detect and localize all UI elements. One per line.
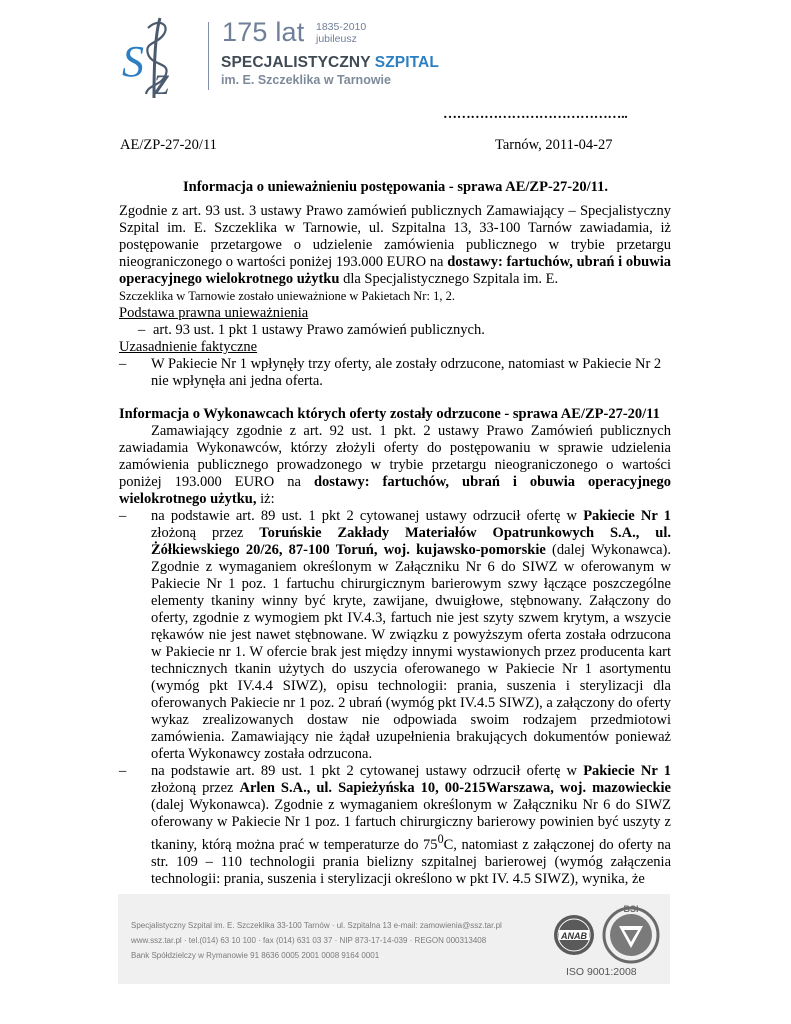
footer-line-3: Bank Spółdzielczy w Rymanowie 91 8636 0005 2001 0008 9164 0001 — [131, 951, 380, 960]
anab-badge-icon — [553, 914, 595, 956]
item2-contractor: Arlen S.A., ul. Sapieżyńska 10, 00-215Warszawa, woj. mazowieckie — [239, 780, 671, 796]
legal-basis-heading: Podstawa prawna unieważnienia — [119, 305, 309, 321]
rejection-item-2 — [119, 763, 671, 888]
section1-intro-text: Zgodnie z art. 93 ust. 3 ustawy Prawo zamówień publicznych Zamawiający – Specjalistyczny Szpital im. E. Szczeklika w Tarnowie, ul. Szpitalna 13, 33-100 Tarnów zawiadamia, iż postępowanie przetargowe o udzielenie zamówienia publicznego w trybie przetargu nieograniczonego o wartości poniżej 193.000 EURO na — [119, 203, 671, 270]
degree-superscript: 0 — [437, 832, 444, 846]
factual-text: W Pakiecie Nr 1 wpłynęły trzy oferty, ale zostały odrzucone, natomiast w Pakiecie Nr 2 nie wpłynęła ani jedna oferta. — [151, 356, 662, 389]
case-reference: AE/ZP-27-20/11 — [120, 137, 217, 153]
dash-marker: – — [119, 508, 127, 524]
rejection-item-1 — [119, 508, 671, 763]
bsi-certification-icon — [600, 902, 662, 964]
hospital-name — [221, 54, 439, 72]
bsi-text: BSI — [623, 904, 639, 914]
item1-contractor: Toruńskie Zakłady Materiałów Opatrunkowych S.A., ul. Żółkiewskiego 20/26, 87-100 Toruń, woj. kujawsko-pomorskie — [151, 525, 671, 558]
section1-intro-bold: dostawy: fartuchów, ubrań i obuwia operacyjnego wielokrotnego użytku — [119, 254, 671, 287]
item2-c: złożoną przez — [151, 780, 240, 796]
logo-divider — [208, 22, 209, 90]
hospital-name-b: SZPITAL — [374, 54, 439, 71]
factual-item — [119, 356, 671, 390]
section1-intro-end: dla Specjalistycznego Szpitala im. E. — [339, 271, 559, 287]
section2-intro — [119, 423, 671, 508]
legal-basis-item — [119, 322, 671, 339]
section1-intro-small: Szczeklika w Tarnowie zostało unieważnione w Pakietach Nr: 1, 2. — [119, 289, 455, 303]
anab-text: ANAB — [561, 931, 587, 941]
svg-text:S: S — [122, 37, 144, 86]
hospital-name-a: SPECJALISTYCZNY — [221, 54, 371, 71]
item1-c: złożoną przez — [151, 525, 260, 541]
dash-marker: – — [119, 763, 127, 779]
footer-line-2: www.ssz.tar.pl · tel.(014) 63 10 100 · fax (014) 631 03 37 · NIP 873-17-14-039 · REGON 000313408 — [131, 936, 487, 945]
section2-intro-end: iż: — [256, 491, 275, 507]
hospital-subtitle: im. E. Szczeklika w Tarnowie — [221, 73, 391, 87]
item1-e: (dalej Wykonawca). Zgodnie z wymaganiem określonym w Załączniku Nr 6 do SIWZ w oferowanym w Pakiecie Nr 1 poz. 1 fartuchu chirurgicznym barierowym szwy łączące poszczególne elementy tkaniny winny być kryte, zawijane, dwuigłowe, stębnowany. Załączony do oferty, zgodnie z wymogiem pkt IV.4.3, fartuch nie jest szyty szwem krytym, a wszycie rękawów nie jest nawet stębnowane. W związku z powyższym oferta została odrzucona w Pakiecie nr 1. W ofercie brak jest między innymi wystawionych przez producenta kart technicznych tkanin użytych do uszycia oferowanego w Pakiecie Nr 1 asortymentu (wymóg pkt IV.4.4 SIWZ), opisu technologii: prania, suszenia i sterylizacji dla oferowanych Pakiecie nr 1 poz. 2 ubrań (wymóg pkt IV.4.5 SIWZ), a załączony do oferty wykaz zrealizowanych dostaw nie odpowiada swoim rodzajem przedmiotowi zamówienia. Zamawiający nie żądał uzupełnienia brakujących dokumentów ponieważ oferta Wykonawcy została odrzucona. — [151, 542, 672, 762]
item1-a: na podstawie art. 89 ust. 1 pkt 2 cytowanej ustawy odrzucił ofertę w — [151, 508, 584, 524]
jubilee-number: 175 lat — [222, 17, 305, 47]
document-body — [119, 203, 671, 888]
dash-marker: – — [138, 322, 146, 338]
footer-line-1: Specjalistyczny Szpital im. E. Szczeklika 33-100 Tarnów · ul. Szpitalna 13 e-mail: zamowienia@ssz.tar.pl — [131, 921, 502, 930]
svg-text:z: z — [154, 58, 170, 100]
section2-title: Informacja o Wykonawcach których oferty zostały odrzucone - sprawa AE/ZP-27-20/11 — [119, 406, 660, 422]
section2-intro-bold: dostawy: fartuchów, ubrań i obuwia operacyjnego wielokrotnego użytku, — [119, 474, 671, 507]
item2-e: (dalej Wykonawca). Zgodnie z wymaganiem określonym w Załączniku Nr 6 do SIWZ oferowany w Pakiecie Nr 1 poz. 1 fartuch chirurgiczny barierowy powinien być uszyty z tkaniny, którą można prać w temperaturze do 75 — [151, 797, 671, 853]
jubilee-word: jubileusz — [316, 33, 357, 45]
dash-marker: – — [119, 356, 127, 372]
factual-heading: Uzasadnienie faktyczne — [119, 339, 258, 355]
item1-package: Pakiecie Nr 1 — [583, 508, 671, 524]
hospital-logo — [118, 14, 198, 100]
section2-intro-text: Zamawiający zgodnie z art. 92 ust. 1 pkt. 2 ustawy Prawo Zamówień publicznych zawiadamia Wykonawców, którzy złożyli oferty do postępowaniu w sprawie udzielenia zamówienia publicznego prowadzonego w trybie przetargu nieograniczonego o wartości poniżej 193.000 EURO na — [119, 423, 671, 490]
document-title: Informacja o unieważnieniu postępowania - sprawa AE/ZP-27-20/11. — [183, 179, 608, 195]
legal-basis-text: art. 93 ust. 1 pkt 1 ustawy Prawo zamówień publicznych. — [153, 322, 485, 338]
item2-a: na podstawie art. 89 ust. 1 pkt 2 cytowanej ustawy odrzucił ofertę w — [151, 763, 584, 779]
section1-intro — [119, 203, 671, 288]
footer-contact — [131, 918, 551, 963]
dotted-signature-line: ………………………………….. — [443, 107, 628, 122]
jubilee-range: 1835-2010 — [316, 21, 367, 33]
iso-standard: ISO 9001:2008 — [566, 966, 637, 978]
jubilee-years — [316, 21, 366, 45]
item2-package: Pakiecie Nr 1 — [583, 763, 671, 779]
place-date: Tarnów, 2011-04-27 — [495, 137, 613, 153]
item2-f: C, natomiast z załączonej do oferty na str. 109 – 110 technologii prania bielizny szpitalnej barierowej (wymóg załączenia technologii: prania, suszenia i sterylizacji określono w pkt IV. 4.5 SIWZ), wynika, że — [151, 836, 671, 887]
